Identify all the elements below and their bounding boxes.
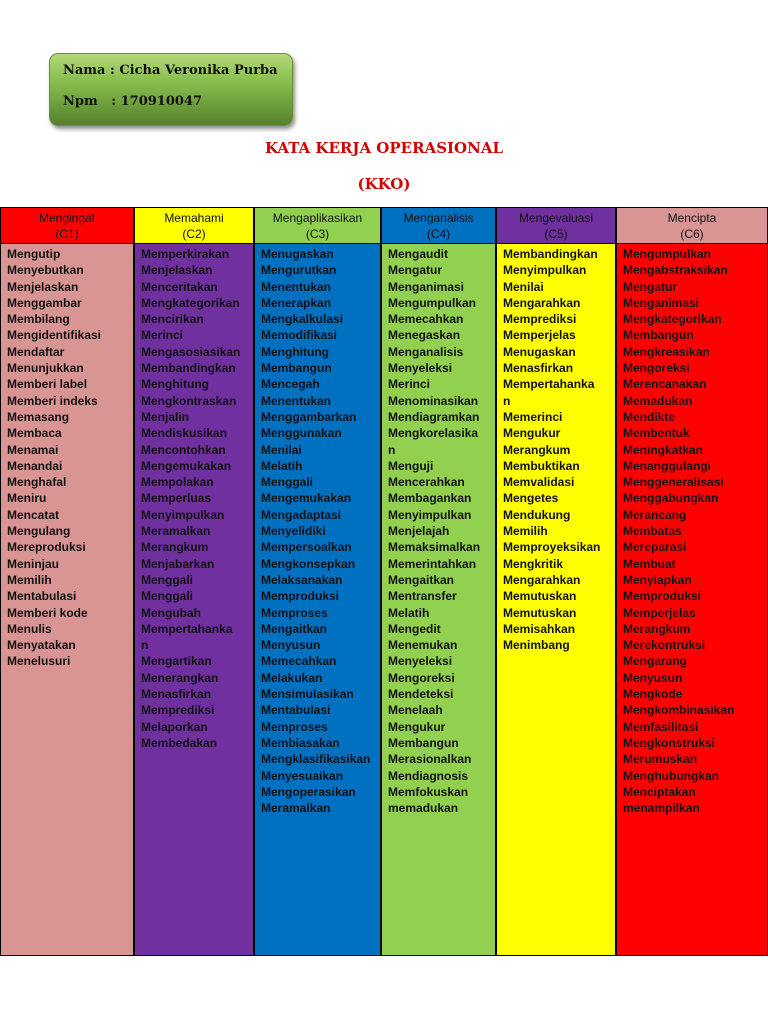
verb-item: Melatih bbox=[261, 458, 303, 473]
column-code: (C6) bbox=[680, 227, 704, 241]
column-c6 bbox=[616, 207, 768, 956]
verb-item: Mendiagnosis bbox=[388, 768, 469, 783]
verb-item: Mencegah bbox=[261, 377, 320, 392]
verb-item: Menasfirkan bbox=[503, 361, 574, 376]
verb-item: Menentukan bbox=[261, 393, 332, 408]
verb-item: Memberi indeks bbox=[7, 393, 98, 408]
verb-item: Menggambar bbox=[7, 295, 82, 310]
verb-item: Menganimasi bbox=[623, 295, 700, 310]
verb-item: Mencatat bbox=[7, 507, 60, 522]
verb-item: Menyusun bbox=[261, 638, 321, 653]
verb-item: Menemukan bbox=[388, 638, 458, 653]
verb-item: Menyusun bbox=[623, 670, 683, 685]
verb-item: Memprediksi bbox=[141, 703, 215, 718]
verb-item: Membangun bbox=[623, 328, 694, 343]
column-c1 bbox=[0, 207, 134, 956]
verb-item: Memfokuskan bbox=[388, 784, 469, 799]
verb-item: Mengukur bbox=[503, 426, 561, 441]
verb-item: Mensimulasikan bbox=[261, 687, 354, 702]
verb-item: Membangun bbox=[388, 735, 459, 750]
verb-item: Memodifikasi bbox=[261, 328, 338, 343]
verb-item: Menggunakan bbox=[261, 426, 342, 441]
verb-item: Memilih bbox=[7, 572, 52, 587]
verb-item: Mengarahkan bbox=[503, 295, 581, 310]
verb-item: Menugaskan bbox=[261, 247, 334, 261]
verb-item: Menggambarkan bbox=[261, 409, 357, 424]
verb-item: Mereproduksi bbox=[7, 540, 86, 555]
verb-item: n bbox=[503, 393, 511, 408]
verb-item: Merasionalkan bbox=[388, 752, 472, 767]
verb-item: memadukan bbox=[388, 801, 459, 816]
column-header bbox=[0, 207, 134, 244]
verb-item: Memperjelas bbox=[503, 328, 576, 343]
verb-item: Memproduksi bbox=[623, 589, 702, 604]
verb-item: Mengkonsepkan bbox=[261, 556, 356, 571]
verb-item: Mengarang bbox=[623, 654, 688, 669]
column-header bbox=[381, 207, 496, 244]
verb-item: Mengoreksi bbox=[388, 670, 455, 685]
verb-item: Mempersoalkan bbox=[261, 540, 352, 555]
verb-item: Mengkontraskan bbox=[141, 393, 237, 408]
column-body bbox=[134, 244, 254, 956]
verb-item: Mendikte bbox=[623, 409, 676, 424]
verb-item: Menominasikan bbox=[388, 393, 479, 408]
verb-item: Menganalisis bbox=[388, 344, 464, 359]
verb-item: Menyatakan bbox=[7, 638, 76, 653]
verb-item: Mengubah bbox=[141, 605, 201, 620]
verb-item: Menandai bbox=[7, 458, 63, 473]
verb-item: Menyiapkan bbox=[623, 572, 692, 587]
verb-item: Melatih bbox=[388, 605, 430, 620]
verb-item: Mengidentifikasi bbox=[7, 328, 102, 343]
verb-item: Mengaitkan bbox=[261, 621, 328, 636]
verb-item: Mencerahkan bbox=[388, 475, 465, 490]
verb-item: Memutuskan bbox=[503, 589, 577, 604]
verb-item: Mengkombinasikan bbox=[623, 703, 735, 718]
page-title: KATA KERJA OPERASIONAL bbox=[264, 139, 504, 157]
verb-item: Merekontruksi bbox=[623, 638, 706, 653]
verb-item: Mengemukakan bbox=[261, 491, 352, 506]
verb-item: Menceritakan bbox=[141, 279, 218, 294]
student-info-box bbox=[49, 53, 293, 126]
verb-item: Mengoreksi bbox=[623, 361, 690, 376]
verb-item: Menugaskan bbox=[503, 344, 576, 359]
column-title: Mengevaluasi bbox=[518, 211, 594, 225]
verb-item: Memproses bbox=[261, 719, 328, 734]
column-title: Mencipta bbox=[667, 211, 717, 225]
verb-item: n bbox=[388, 442, 396, 457]
verb-item: Memilih bbox=[503, 524, 548, 539]
verb-item: Mengkorelasika bbox=[388, 426, 479, 441]
verb-item: Menggabungkan bbox=[623, 491, 719, 506]
verb-item: Mendukung bbox=[503, 507, 571, 522]
verb-item: Memisahkan bbox=[503, 621, 576, 636]
verb-item: Mengkonstruksi bbox=[623, 735, 716, 750]
column-header bbox=[496, 207, 616, 244]
verb-item: Meninjau bbox=[7, 556, 60, 571]
verb-item: Mengutip bbox=[7, 247, 61, 261]
column-c5 bbox=[496, 207, 616, 956]
verb-item: Menamai bbox=[7, 442, 59, 457]
verb-item: Menasfirkan bbox=[141, 687, 212, 702]
verb-item: Merancang bbox=[623, 507, 687, 522]
verb-item: Menanggulangi bbox=[623, 458, 711, 473]
verb-item: Mengatur bbox=[623, 279, 677, 294]
verb-item: Memproduksi bbox=[261, 589, 340, 604]
verb-item: Mengaitkan bbox=[388, 572, 455, 587]
column-code: (C3) bbox=[305, 227, 330, 241]
verb-item: Menegaskan bbox=[388, 328, 461, 343]
verb-item: Mempertahanka bbox=[141, 621, 233, 636]
verb-item: Menciptakan bbox=[623, 784, 696, 799]
verb-item: Menyimpulkan bbox=[388, 507, 472, 522]
verb-item: Menganimasi bbox=[388, 279, 465, 294]
verb-item: Mengumpulkan bbox=[623, 247, 712, 261]
verb-item: Membilang bbox=[7, 312, 70, 327]
verb-item: Menyelidiki bbox=[261, 524, 326, 539]
verb-item: Mendaftar bbox=[7, 344, 65, 359]
verb-item: Menentukan bbox=[261, 279, 332, 294]
verb-item: Menunjukkan bbox=[7, 361, 84, 376]
student-name: Nama : Cicha Veronika Purba bbox=[63, 63, 278, 78]
verb-item: Mendiagramkan bbox=[388, 409, 480, 424]
verb-item: Mereparasi bbox=[623, 540, 687, 555]
verb-item: Menyeleksi bbox=[388, 654, 453, 669]
verb-item: menampilkan bbox=[623, 801, 700, 816]
verb-item: Mengadaptasi bbox=[261, 507, 342, 522]
verb-item: Memerinci bbox=[503, 409, 563, 424]
column-header bbox=[254, 207, 381, 244]
verb-item: Membandingkan bbox=[141, 361, 236, 376]
verb-item: Melakukan bbox=[261, 670, 323, 685]
verb-item: Menyeleksi bbox=[388, 361, 453, 376]
column-body bbox=[0, 244, 134, 956]
verb-item: Melaporkan bbox=[141, 719, 208, 734]
verb-item: Mengulang bbox=[7, 524, 71, 539]
column-header bbox=[616, 207, 768, 244]
verb-item: Membatas bbox=[623, 524, 682, 539]
verb-item: Meniru bbox=[7, 491, 47, 506]
verb-item: Mengkreasikan bbox=[623, 344, 710, 359]
verb-item: Mengkategorikan bbox=[141, 295, 240, 310]
column-title: Mengingat bbox=[38, 211, 96, 225]
verb-item: Mempertahanka bbox=[503, 377, 595, 392]
verb-item: Menilai bbox=[503, 279, 544, 294]
verb-item: Meningkatkan bbox=[623, 442, 704, 457]
verb-item: Menjabarkan bbox=[141, 556, 215, 571]
verb-item: Meramalkan bbox=[141, 524, 211, 539]
verb-item: Memperjelas bbox=[623, 605, 696, 620]
verb-item: Mentabulasi bbox=[7, 589, 77, 604]
verb-item: Mendiskusikan bbox=[141, 426, 228, 441]
verb-item: Merangkum bbox=[623, 621, 691, 636]
verb-item: Mengkritik bbox=[503, 556, 564, 571]
verb-item: Menghafal bbox=[7, 475, 67, 490]
column-body bbox=[254, 244, 381, 956]
verb-item: Mengetes bbox=[503, 491, 559, 506]
verb-item: Menimbang bbox=[503, 638, 570, 653]
verb-item: Menggali bbox=[141, 572, 194, 587]
verb-item: Menelaah bbox=[388, 703, 443, 718]
column-code: (C1) bbox=[55, 227, 79, 241]
verb-item: Merangkum bbox=[141, 540, 209, 555]
verb-item: Mengedit bbox=[388, 621, 441, 636]
verb-item: Memberi label bbox=[7, 377, 88, 392]
verb-item: Mentransfer bbox=[388, 589, 457, 604]
verb-item: Mengukur bbox=[388, 719, 446, 734]
verb-item: Membiasakan bbox=[261, 735, 340, 750]
column-body bbox=[496, 244, 616, 956]
verb-item: Menggali bbox=[261, 475, 314, 490]
verb-item: Memberi kode bbox=[7, 605, 88, 620]
verb-item: Membagankan bbox=[388, 491, 472, 506]
verb-item: Membuat bbox=[623, 556, 676, 571]
verb-item: Membuktikan bbox=[503, 458, 580, 473]
verb-item: Memproyeksikan bbox=[503, 540, 601, 555]
verb-item: Memecahkan bbox=[388, 312, 464, 327]
column-title: Memahami bbox=[164, 211, 224, 225]
verb-item: Mentabulasi bbox=[261, 703, 331, 718]
verb-item: Menghitung bbox=[141, 377, 209, 392]
verb-item: Menjelaskan bbox=[7, 279, 79, 294]
verb-item: Menilai bbox=[261, 442, 302, 457]
verb-item: Memerintahkan bbox=[388, 556, 477, 571]
verb-item: Menelusuri bbox=[7, 654, 71, 669]
verb-item: Merangkum bbox=[503, 442, 571, 457]
verb-item: Membandingkan bbox=[503, 247, 598, 261]
kko-table bbox=[0, 207, 768, 956]
verb-item: Menyebutkan bbox=[7, 263, 84, 278]
verb-item: Memperluas bbox=[141, 491, 212, 506]
verb-item: Mempolakan bbox=[141, 475, 214, 490]
verb-item: Menerapkan bbox=[261, 295, 332, 310]
verb-item: Memprediksi bbox=[503, 312, 577, 327]
column-title: Menganalisis bbox=[403, 211, 474, 225]
verb-item: Merinci bbox=[388, 377, 431, 392]
verb-item: Menggali bbox=[141, 589, 194, 604]
column-code: (C5) bbox=[544, 227, 568, 241]
verb-item: Memecahkan bbox=[261, 654, 337, 669]
verb-item: Mengatur bbox=[388, 263, 442, 278]
verb-item: Menyimpulkan bbox=[503, 263, 587, 278]
column-body bbox=[381, 244, 496, 956]
verb-item: Memproses bbox=[261, 605, 328, 620]
verb-item: Mencirikan bbox=[141, 312, 204, 327]
verb-item: Mengklasifikasikan bbox=[261, 752, 371, 767]
verb-item: Menghubungkan bbox=[623, 768, 719, 783]
verb-item: Mengarahkan bbox=[503, 572, 581, 587]
column-code: (C4) bbox=[426, 227, 451, 241]
page-subtitle: (KKO) bbox=[357, 175, 411, 193]
column-code: (C2) bbox=[182, 227, 206, 241]
column-header bbox=[134, 207, 254, 244]
verb-item: Menguji bbox=[388, 458, 434, 473]
verb-item: Menggeneralisasi bbox=[623, 475, 724, 490]
column-body bbox=[616, 244, 768, 956]
verb-item: Merencanakan bbox=[623, 377, 707, 392]
verb-item: Menghitung bbox=[261, 344, 329, 359]
verb-item: Mengaudit bbox=[388, 247, 448, 261]
verb-item: Menjalin bbox=[141, 409, 190, 424]
verb-item: Menjelajah bbox=[388, 524, 450, 539]
verb-item: Mengumpulkan bbox=[388, 295, 477, 310]
verb-item: Meramalkan bbox=[261, 801, 331, 816]
verb-item: Mengurutkan bbox=[261, 263, 337, 278]
column-c4 bbox=[381, 207, 496, 956]
verb-item: Memutuskan bbox=[503, 605, 577, 620]
verb-item: Mengoperasikan bbox=[261, 784, 356, 799]
verb-item: Mengasosiasikan bbox=[141, 344, 241, 359]
student-npm: Npm : 170910047 bbox=[63, 94, 203, 109]
verb-item: Menjelaskan bbox=[141, 263, 213, 278]
verb-item: Memaksimalkan bbox=[388, 540, 481, 555]
verb-item: Membentuk bbox=[623, 426, 690, 441]
verb-item: Menyesuaikan bbox=[261, 768, 344, 783]
verb-item: Memadukan bbox=[623, 393, 693, 408]
verb-item: Memperkirakan bbox=[141, 247, 230, 261]
verb-item: Mengkalkulasi bbox=[261, 312, 344, 327]
verb-item: Mengkategorikan bbox=[623, 312, 722, 327]
verb-item: Mencontohkan bbox=[141, 442, 226, 457]
verb-item: Merinci bbox=[141, 328, 184, 343]
verb-item: Menerangkan bbox=[141, 670, 219, 685]
verb-item: Mendeteksi bbox=[388, 687, 454, 702]
column-title: Mengaplikasikan bbox=[272, 211, 363, 225]
column-c3 bbox=[254, 207, 381, 956]
verb-item: Memvalidasi bbox=[503, 475, 575, 490]
verb-item: Mengemukakan bbox=[141, 458, 232, 473]
verb-item: Memfasilitasi bbox=[623, 719, 699, 734]
verb-item: Membedakan bbox=[141, 735, 218, 750]
verb-item: Memasang bbox=[7, 409, 70, 424]
verb-item: Mengkode bbox=[623, 687, 683, 702]
verb-item: Menyimpulkan bbox=[141, 507, 225, 522]
verb-item: Membaca bbox=[7, 426, 62, 441]
verb-item: Melaksanakan bbox=[261, 572, 343, 587]
verb-item: Mengabstraksikan bbox=[623, 263, 728, 278]
verb-item: Mengartikan bbox=[141, 654, 212, 669]
verb-item: Membangun bbox=[261, 361, 332, 376]
verb-item: Menulis bbox=[7, 621, 52, 636]
column-c2 bbox=[134, 207, 254, 956]
verb-item: n bbox=[141, 638, 149, 653]
verb-item: Merumuskan bbox=[623, 752, 698, 767]
